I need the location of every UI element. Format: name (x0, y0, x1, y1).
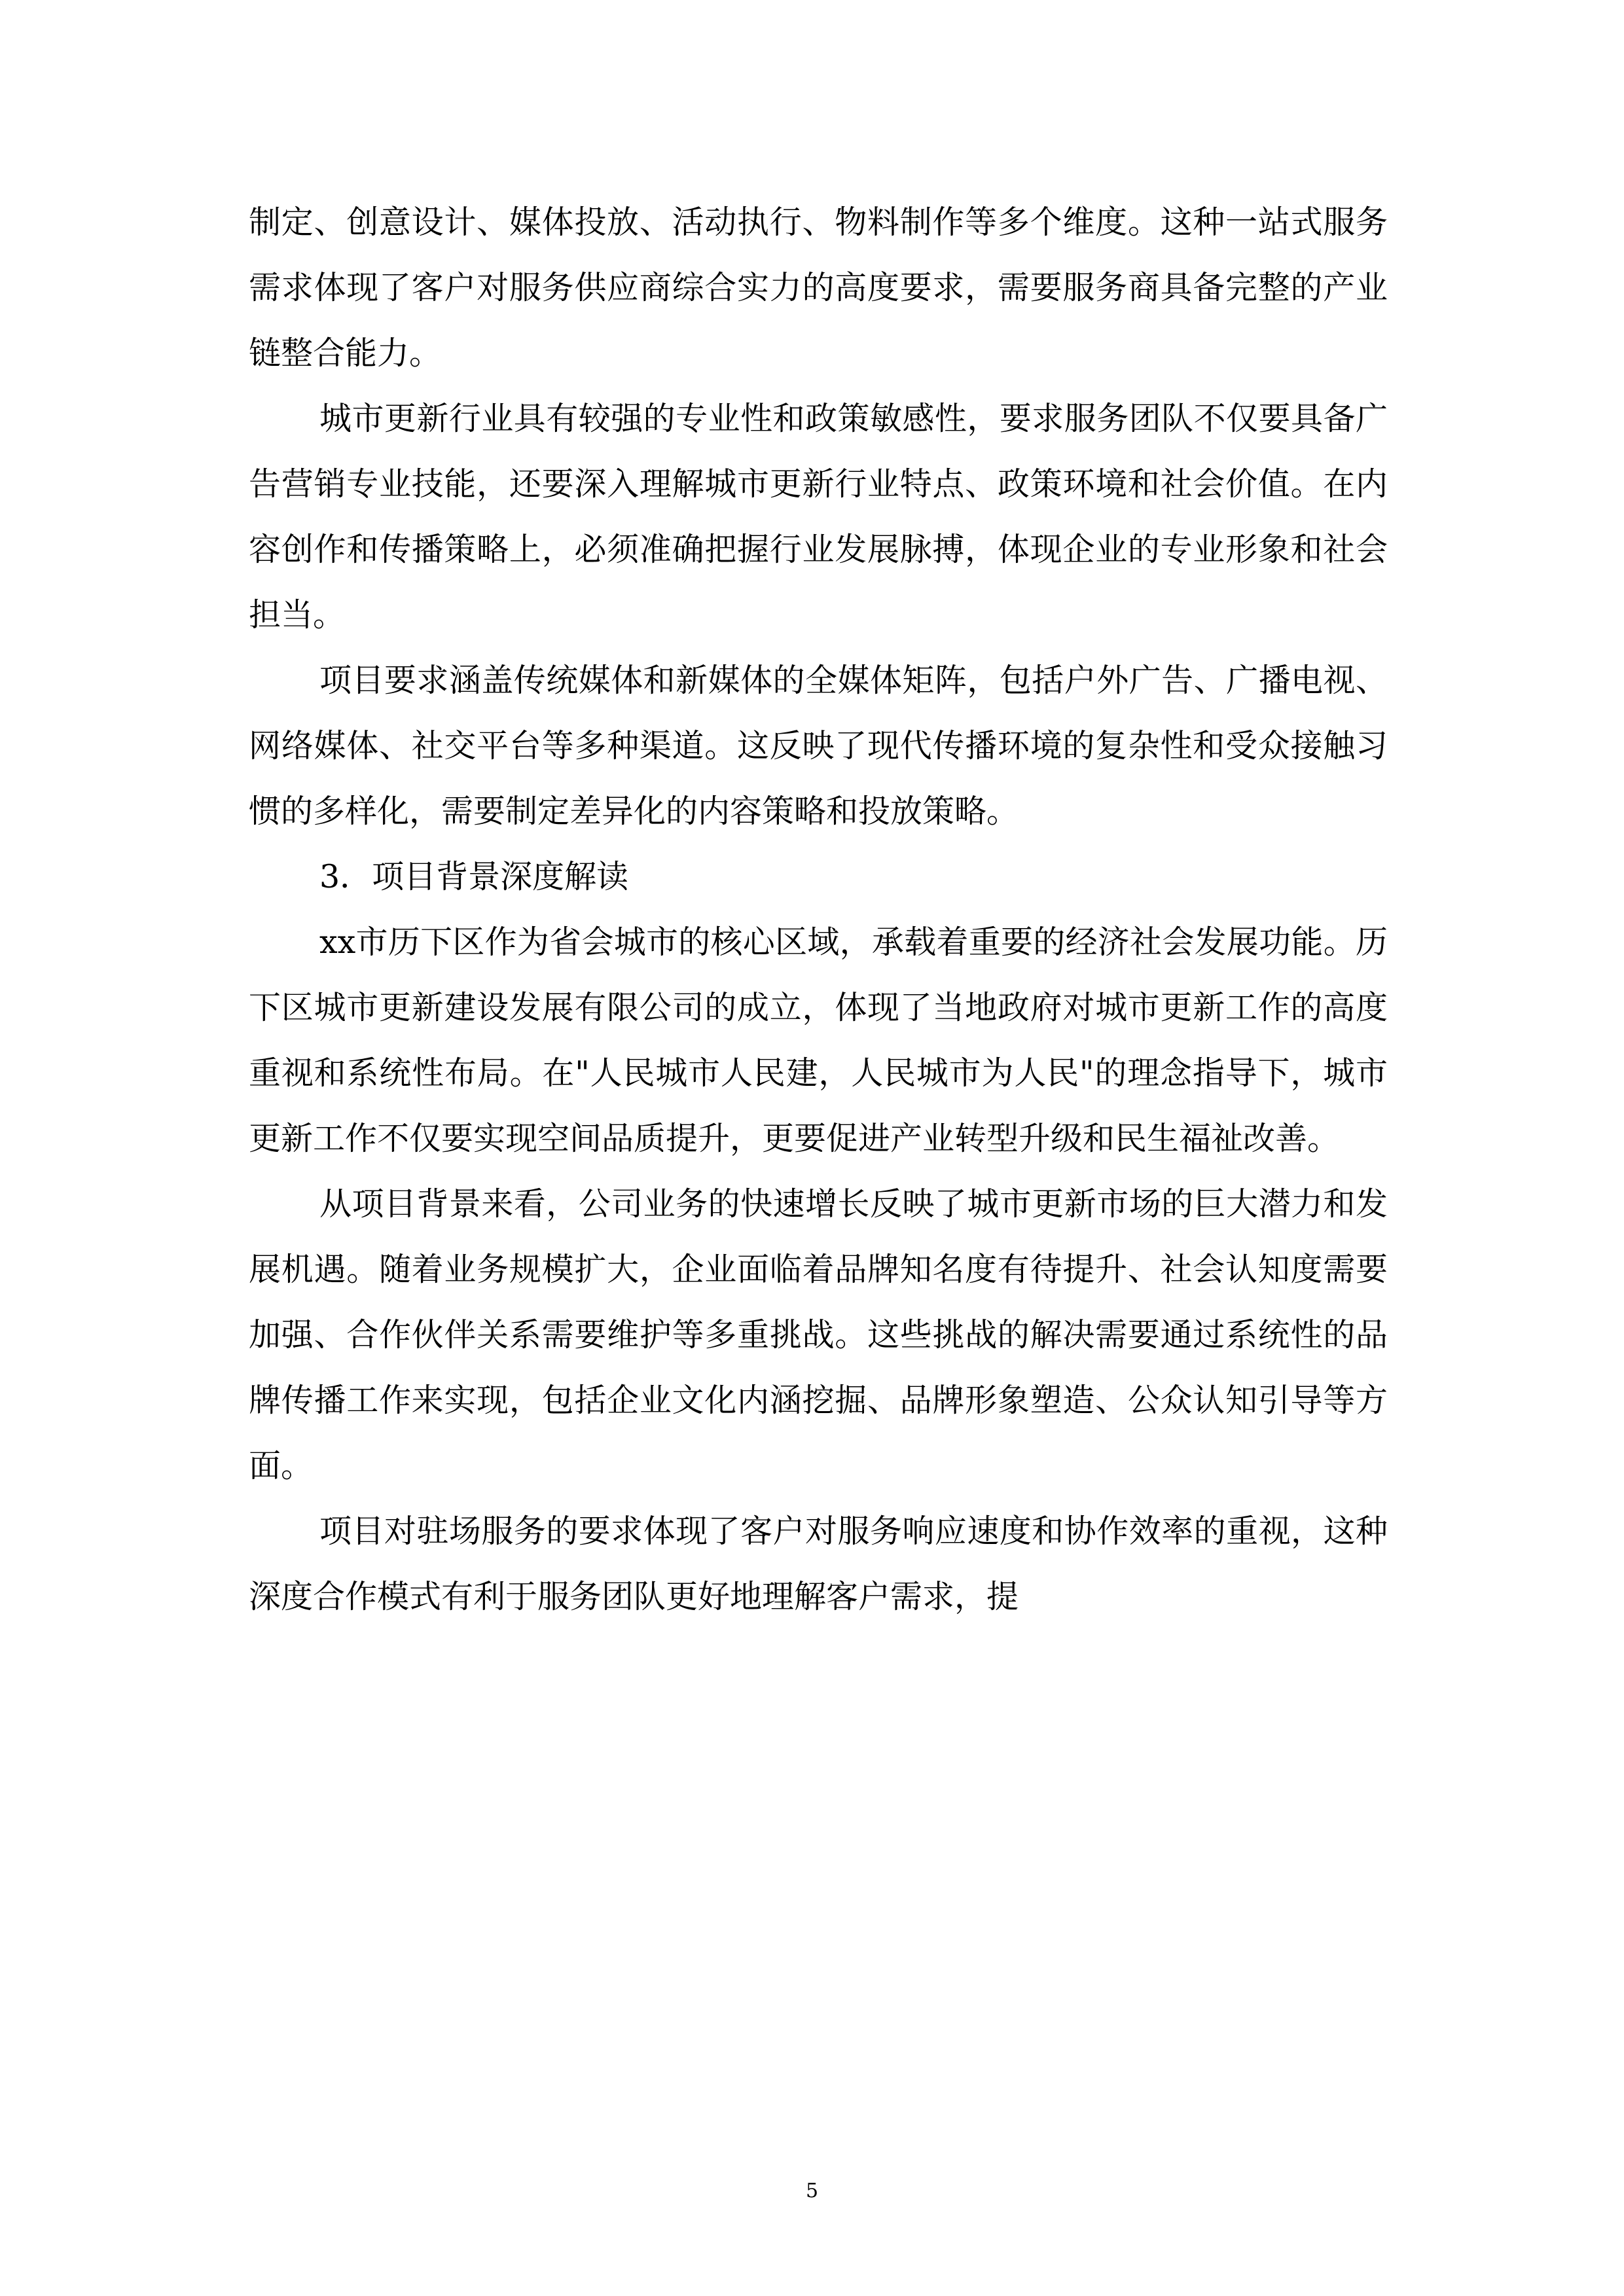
paragraph-media-matrix: 项目要求涵盖传统媒体和新媒体的全媒体矩阵，包括户外广告、广播电视、网络媒体、社交平台等多种渠道。这反映了现代传播环境的复杂性和受众接触习惯的多样化，需要制定差异化的内容策略和投放策略。 (249, 662, 1388, 830)
section-heading: 3．项目背景深度解读 (319, 858, 629, 895)
paragraph-project-background: xx市历下区作为省会城市的核心区域，承载着重要的经济社会发展功能。历下区城市更新建设发展有限公司的成立，体现了当地政府对城市更新工作的高度重视和系统性布局。在"人民城市人民建，人民城市为人民"的理念指导下，城市更新工作不仅要实现空间品质提升，更要促进产业转型升级和民生福祉改善。 (249, 924, 1388, 1157)
document-body (249, 190, 1388, 1630)
paragraph-onsite-service: 项目对驻场服务的要求体现了客户对服务响应速度和协作效率的重视，这种深度合作模式有利于服务团队更好地理解客户需求，提 (249, 1513, 1388, 1615)
page-number: 5 (805, 2179, 819, 2202)
paragraph-industry-expertise: 城市更新行业具有较强的专业性和政策敏感性，要求服务团队不仅要具备广告营销专业技能，还要深入理解城市更新行业特点、政策环境和社会价值。在内容创作和传播策略上，必须准确把握行业发展脉搏，体现企业的专业形象和社会担当。 (249, 400, 1388, 634)
paragraph-business-growth: 从项目背景来看，公司业务的快速增长反映了城市更新市场的巨大潜力和发展机遇。随着业务规模扩大，企业面临着品牌知名度有待提升、社会认知度需要加强、合作伙伴关系需要维护等多重挑战。这些挑战的解决需要通过系统性的品牌传播工作来实现，包括企业文化内涵挖掘、品牌形象塑造、公众认知引导等方面。 (249, 1185, 1388, 1484)
paragraph-continuation: 制定、创意设计、媒体投放、活动执行、物料制作等多个维度。这种一站式服务需求体现了客户对服务供应商综合实力的高度要求，需要服务商具备完整的产业链整合能力。 (249, 204, 1388, 372)
